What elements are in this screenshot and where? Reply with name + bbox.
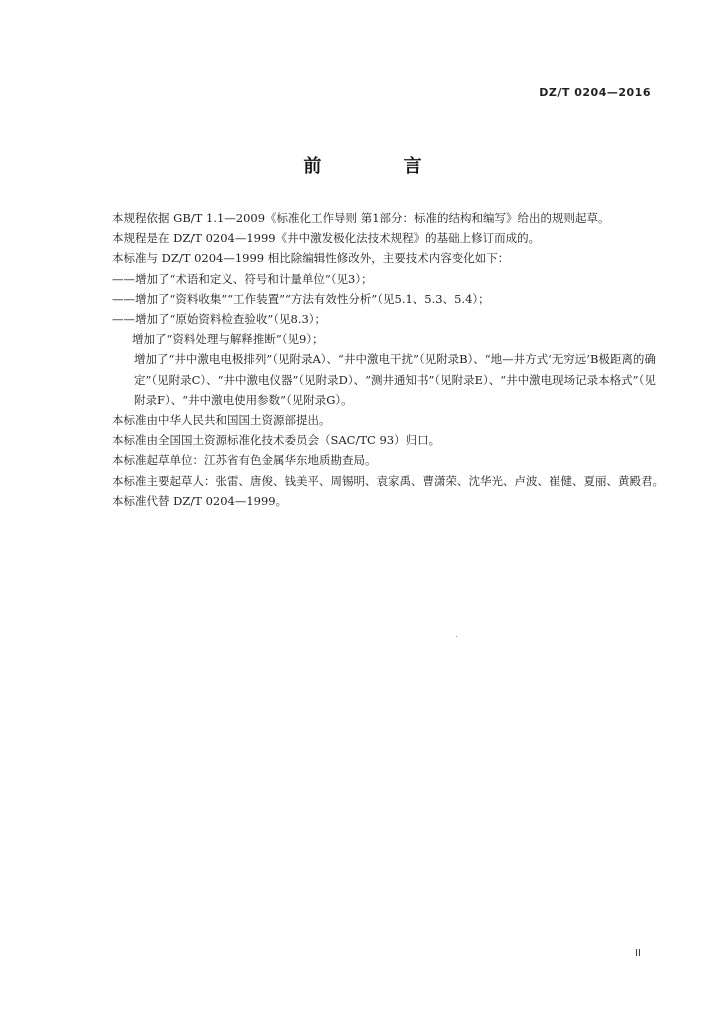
- paragraph-committee: 本标准由全国国土资源标准化技术委员会（SAC/TC 93）归口。: [112, 433, 441, 448]
- foreword-body: [112, 208, 664, 511]
- list-item-terms: ——增加了“术语和定义、符号和计量单位”（见3）；: [112, 271, 373, 286]
- paragraph-basis: 本规程依据 GB/T 1.1—2009《标准化工作导则 第1部分：标准的结构和编写》给出的规则起草。: [112, 211, 610, 225]
- list-item-data-collection: ——增加了“资料收集”“工作装置”“方法有效性分析”（见5.1、5.3、5.4）；: [112, 291, 490, 306]
- paragraph-proposer: 本标准由中华人民共和国国土资源部提出。: [112, 413, 331, 428]
- list-item-acceptance: ——增加了“原始资料检查验收”（见8.3）；: [112, 312, 327, 327]
- list-item-processing: 增加了“资料处理与解释推断”（见9）；: [132, 332, 324, 347]
- standard-code: DZ/T 0204—2016: [539, 86, 651, 99]
- paragraph-drafting-unit: 本标准起草单位：江苏省有色金属华东地质勘查局。: [112, 453, 377, 468]
- paragraph-revision: 本规程是在 DZ/T 0204—1999《井中激发极化法技术规程》的基础上修订而成的。: [112, 231, 541, 246]
- paragraph-drafters: 本标准主要起草人：张雷、唐俊、钱美平、周锡明、袁家禹、曹潇荣、沈华光、卢波、崔健、夏丽、黄殿君。: [112, 473, 664, 488]
- paragraph-changes-intro: 本标准与 DZ/T 0204—1999 相比除编辑性修改外，主要技术内容变化如下：: [112, 251, 510, 266]
- paragraph-replaces: 本标准代替 DZ/T 0204—1999。: [112, 493, 288, 508]
- page-title: 前 言: [303, 156, 460, 177]
- list-item-annexes: 增加了“井中激电电极排列”（见附录A）、“井中激电干扰”（见附录B）、“地—井方式‘无穷远’B极距离的确定”（见附录C）、“井中激电仪器”（见附录D）、“测井通知书”（见附录E）、“井中激电现场记录本格式”（见附录F）、“井中激电使用参数”（见附录G）。: [134, 352, 656, 407]
- scan-speck: [456, 636, 457, 637]
- page-number: II: [635, 948, 641, 959]
